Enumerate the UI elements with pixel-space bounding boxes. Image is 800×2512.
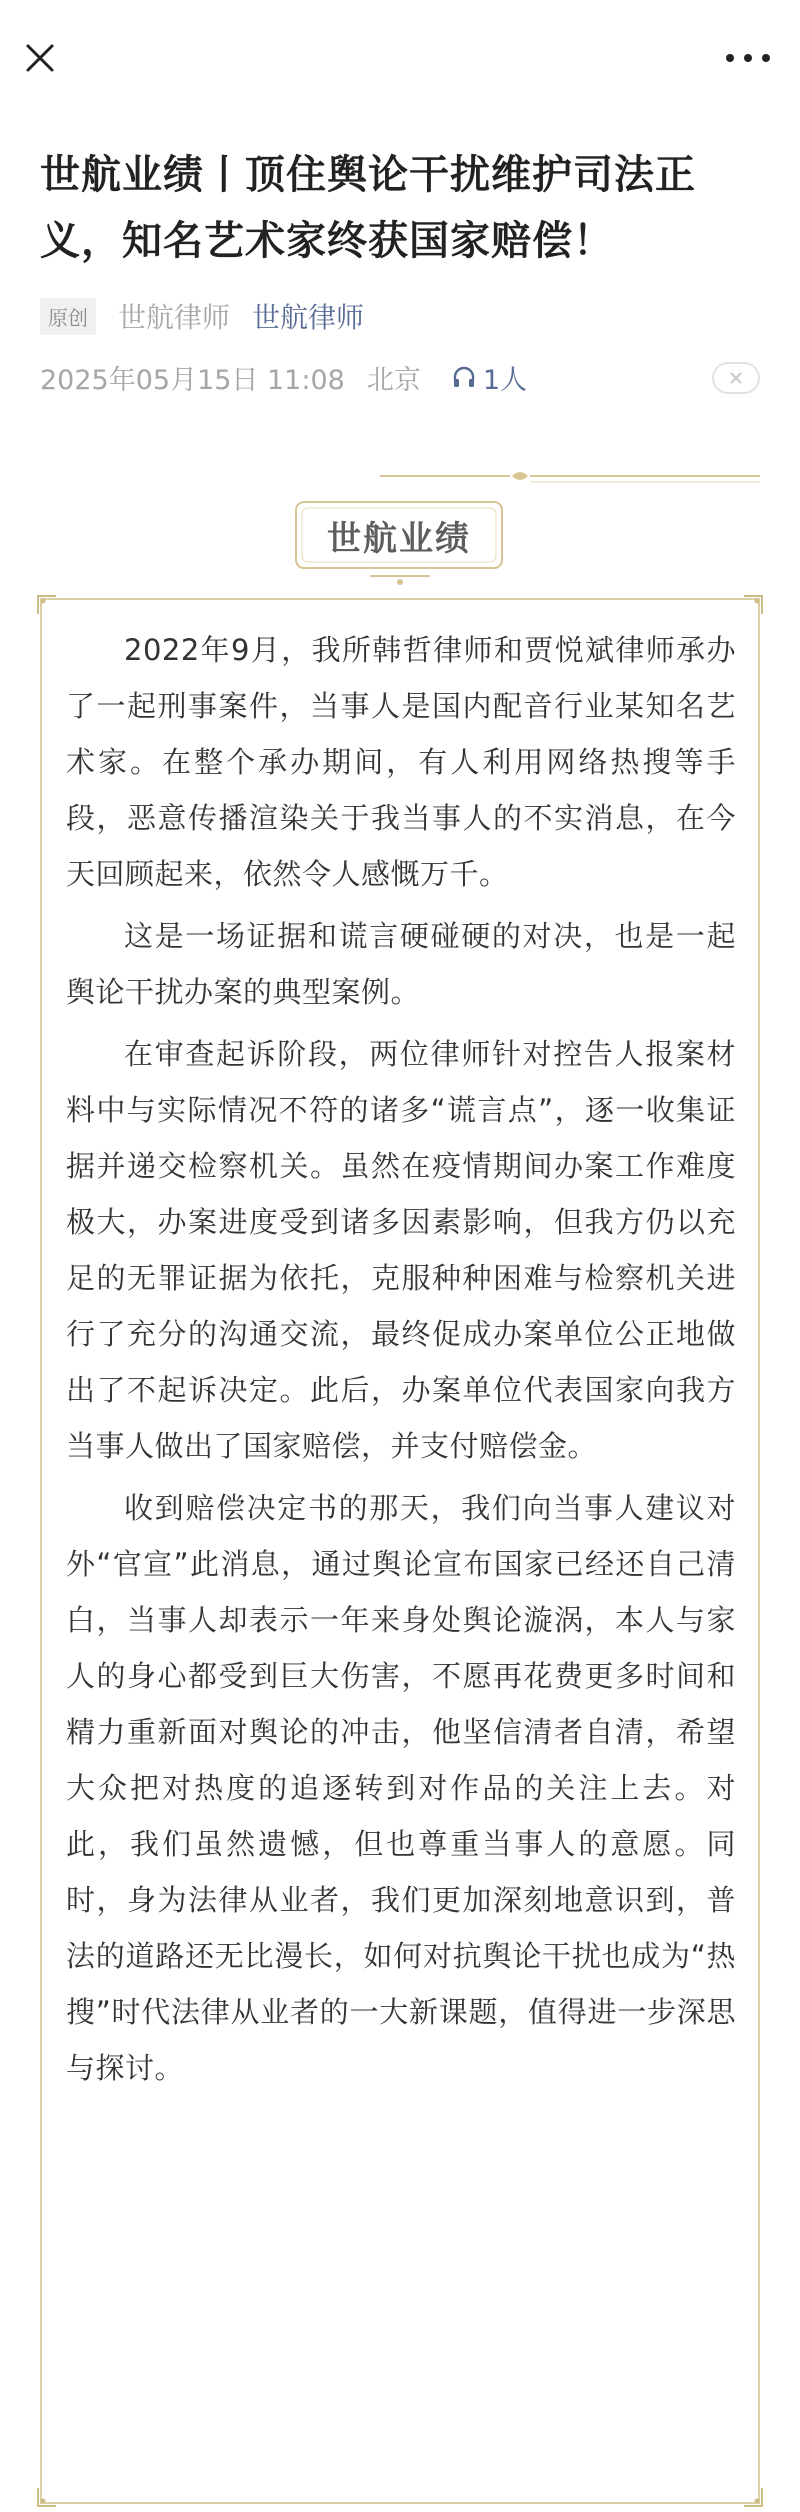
article-meta: [40, 296, 364, 336]
frame-corner-ornament: [742, 2486, 764, 2508]
account-link[interactable]: 世航律师: [252, 301, 365, 334]
frame-corner-ornament: [742, 594, 764, 616]
close-small-icon: [728, 370, 744, 386]
listen-button[interactable]: [451, 358, 527, 397]
section-title: 世航业绩: [327, 518, 471, 559]
top-bar: [0, 0, 800, 120]
publish-location: 北京: [366, 364, 421, 396]
headphones-icon: [451, 364, 477, 390]
publish-info: [40, 357, 760, 397]
more-dots-icon: [716, 42, 780, 74]
paragraph: 在审查起诉阶段，两位律师针对控告人报案材料中与实际情况不符的诸多“谎言点”，逐一收集证据并递交检察机关。虽然在疫情期间办案工作难度极大，办案进度受到诸多因素影响，但我方仍以充足的无罪证据为依托，克服种种困难与检察机关进行了充分的沟通交流，最终促成办案单位公正地做出了不起诉决定。此后，办案单位代表国家向我方当事人做出了国家赔偿，并支付赔偿金。: [66, 1037, 736, 1463]
author-name: 世航律师: [118, 301, 231, 334]
more-button[interactable]: [716, 42, 780, 74]
article-body: [66, 622, 736, 2102]
paragraph: 收到赔偿决定书的那天，我们向当事人建议对外“官宣”此消息，通过舆论宣布国家已经还自己清白，当事人却表示一年来身处舆论漩涡，本人与家人的身心都受到巨大伤害，不愿再花费更多时间和精力重新面对舆论的冲击，他坚信清者自清，希望大众把对热度的追逐转到对作品的关注上去。对此，我们虽然遗憾，但也尊重当事人的意愿。同时，身为法律从业者，我们更加深刻地意识到，普法的道路还无比漫长，如何对抗舆论干扰也成为“热搜”时代法律从业者的一大新课题，值得进一步深思与探讨。: [66, 1491, 736, 2085]
close-button[interactable]: [22, 40, 58, 76]
dismiss-button[interactable]: [712, 362, 760, 394]
original-badge: 原创: [40, 298, 96, 335]
close-icon: [22, 40, 58, 76]
frame-corner-ornament: [36, 2486, 58, 2508]
article-title: 世航业绩丨顶住舆论干扰维护司法正义，知名艺术家终获国家赔偿！: [40, 152, 696, 264]
publish-datetime: 2025年05月15日 11:08: [40, 364, 345, 396]
listen-count: 1人: [482, 364, 528, 396]
paragraph: 2022年9月，我所韩哲律师和贾悦斌律师承办了一起刑事案件，当事人是国内配音行业某知名艺术家。在整个承办期间，有人利用网络热搜等手段，恶意传播渲染关于我当事人的不实消息，在今天回顾起来，依然令人感慨万千。: [66, 633, 736, 891]
frame-corner-ornament: [36, 594, 58, 616]
paragraph: 这是一场证据和谎言硬碰硬的对决，也是一起舆论干扰办案的典型案例。: [66, 919, 736, 1009]
